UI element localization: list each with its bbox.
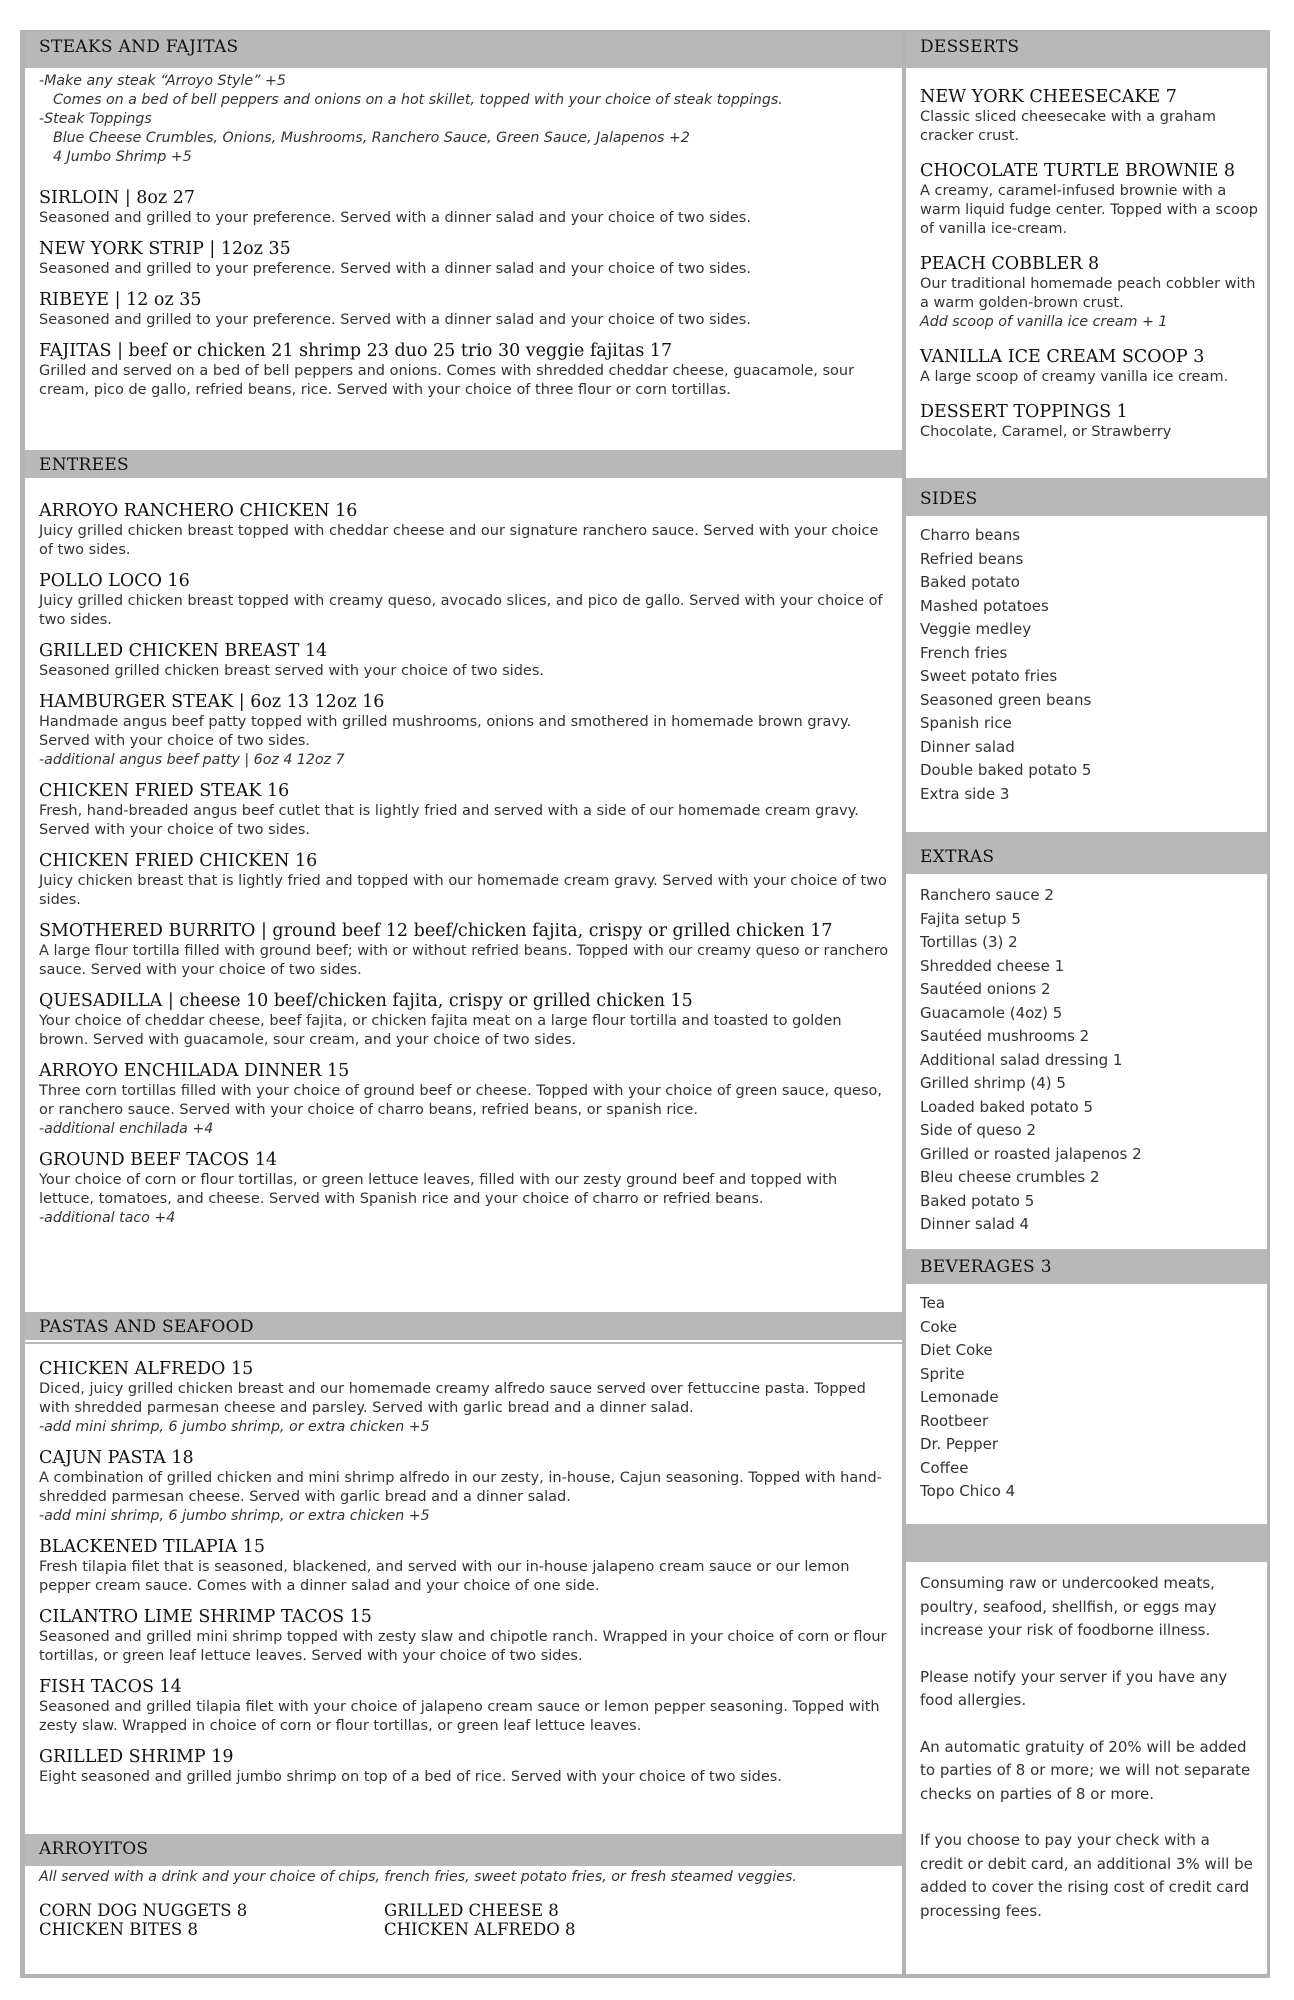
side-item: Dinner salad [920,737,1015,756]
item-name: ARROYO ENCHILADA DINNER 15 [39,1061,350,1081]
arroyitos-header: ARROYITOS [25,1834,902,1862]
item-desc: Seasoned and grilled to your preference. Served with a dinner salad and your choice of two sides. [39,261,751,277]
sides-header: SIDES [906,484,1267,512]
item-name: DESSERT TOPPINGS 1 [920,402,1128,422]
extra-item: Baked potato 5 [920,1191,1035,1210]
item-desc: Diced, juicy grilled chicken breast and our homemade creamy alfredo sauce served over fettuccine pasta. Topped with shredded parmesan cheese and parsley. Served with garlic bread and a dinner salad. [39,1381,866,1416]
item-desc: Seasoned and grilled mini shrimp topped with zesty slaw and chipotle ranch. Wrapped in your choice of corn or flour tortillas, or green leaf lettuce leaves. Served with your choice of two sides. [39,1629,887,1664]
menu-item [39,1536,892,1596]
menu-item [39,691,892,770]
extra-item: Ranchero sauce 2 [920,886,1054,904]
extra-item: Grilled or roasted jalapenos 2 [920,1144,1142,1163]
item-name: GRILLED CHICKEN BREAST 14 [39,641,328,661]
item-note: -additional angus beef patty | 6oz 4 12oz 7 [39,752,345,768]
item-note: Add scoop of vanilla ice cream + 1 [920,314,1168,330]
notice-allergies: Please notify your server if you have any food allergies. [920,1667,1228,1709]
menu-item [920,346,1261,387]
item-desc: Juicy grilled chicken breast topped with creamy queso, avocado slices, and pico de gallo. Served with your choice of two sides. [39,593,883,628]
menu-item [39,920,892,980]
left-column [25,32,902,1974]
item-desc: Fresh tilapia filet that is seasoned, blackened, and served with our in-house jalapeno cream sauce or our lemon pepper cream sauce. Comes with a dinner salad and your choice of one side. [39,1559,850,1594]
menu-item [39,340,892,400]
item-desc: Seasoned and grilled to your preference. Served with a dinner salad and your choice of two sides. [39,210,751,226]
pastas-header: PASTAS AND SEAFOOD [25,1312,902,1340]
item-name: FAJITAS | beef or chicken 21 shrimp 23 duo 25 trio 30 veggie fajitas 17 [39,341,673,361]
menu-item [39,640,892,681]
entrees-header: ENTREES [25,450,902,478]
beverage-item: Sprite [920,1364,965,1383]
item-name: FISH TACOS 14 [39,1677,182,1697]
item-name: NEW YORK CHEESECAKE 7 [920,87,1177,107]
side-item: Refried beans [920,549,1024,568]
item-desc: Juicy chicken breast that is lightly fried and topped with our homemade cream gravy. Served with your choice of two sides. [39,873,887,908]
beverage-item: Coffee [920,1458,969,1477]
item-desc: Fresh, hand-breaded angus beef cutlet that is lightly fried and served with a side of our homemade cream gravy. Served with your choice of two sides. [39,803,859,838]
item-note: -additional taco +4 [39,1210,176,1226]
item-desc: Seasoned grilled chicken breast served with your choice of two sides. [39,663,544,679]
beverage-item: Tea [920,1294,946,1312]
item-name: HAMBURGER STEAK | 6oz 13 12oz 16 [39,692,385,712]
right-column [906,32,1267,1974]
side-item: French fries [920,643,1008,662]
item-name: VANILLA ICE CREAM SCOOP 3 [920,347,1205,367]
item-desc: Classic sliced cheesecake with a graham cracker crust. [920,109,1216,144]
extra-item: Additional salad dressing 1 [920,1050,1123,1069]
item-desc: Handmade angus beef patty topped with grilled mushrooms, onions and smothered in homemade brown gravy. Served with your choice of two sides. [39,714,852,749]
steak-note: 4 Jumbo Shrimp +5 [53,149,192,165]
item-name: GROUND BEEF TACOS 14 [39,1150,278,1170]
notices-section [906,1562,1267,1974]
menu-item [39,1606,892,1666]
menu-item [39,1676,892,1736]
item-desc: A large flour tortilla filled with ground beef; with or without refried beans. Topped with our creamy queso or ranchero sauce. Served with your choice of two sides. [39,943,889,978]
menu-item [39,570,892,630]
extra-item: Shredded cheese 1 [920,956,1065,975]
item-desc: Eight seasoned and grilled jumbo shrimp on top of a bed of rice. Served with your choice of two sides. [39,1769,782,1785]
notice-gratuity: An automatic gratuity of 20% will be added to parties of 8 or more; we will not separate checks on parties of 8 or more. [920,1737,1251,1803]
item-desc: Chocolate, Caramel, or Strawberry [920,424,1172,440]
notice-raw-food: Consuming raw or undercooked meats, poultry, seafood, shellfish, or eggs may increase your risk of foodborne illness. [920,1574,1217,1639]
item-desc: Seasoned and grilled to your preference. Served with a dinner salad and your choice of two sides. [39,312,751,328]
item-name: CHICKEN ALFREDO 15 [39,1359,254,1379]
pastas-section [25,1344,902,1862]
sides-section [906,516,1267,832]
menu-item [39,289,892,330]
kids-item: CORN DOG NUGGETS 8 [39,1901,248,1920]
item-desc: Grilled and served on a bed of bell peppers and onions. Comes with shredded cheddar cheese, guacamole, sour cream, pico de gallo, refried beans, rice. Served with your choice of three flour or corn tortillas. [39,363,855,398]
menu-item [39,1358,892,1437]
menu-item [39,850,892,910]
beverage-item: Lemonade [920,1388,999,1406]
item-desc: Your choice of corn or flour tortillas, or green lettuce leaves, filled with our zesty ground beef and topped with lettuce, tomatoes, and cheese. Served with Spanish rice and your choice of charro or refried beans. [39,1172,838,1207]
beverage-item: Diet Coke [920,1341,993,1359]
kids-item: CHICKEN ALFREDO 8 [384,1920,576,1939]
side-item: Veggie medley [920,620,1032,638]
menu-item [39,1746,892,1787]
item-name: SIRLOIN | 8oz 27 [39,188,196,208]
arroyitos-section [25,1866,902,1974]
entrees-section [25,482,902,1342]
menu-item [920,401,1261,442]
side-item: Baked potato [920,573,1020,591]
steak-note: Comes on a bed of bell peppers and onions on a hot skillet, topped with your choice of steak toppings. [53,92,783,108]
side-item: Seasoned green beans [920,690,1092,709]
extra-item: Tortillas (3) 2 [920,933,1018,951]
item-desc: Juicy grilled chicken breast topped with cheddar cheese and our signature ranchero sauce. Served with your choice of two sides. [39,523,879,558]
beverage-item: Topo Chico 4 [920,1482,1016,1500]
item-note: -add mini shrimp, 6 jumbo shrimp, or extra chicken +5 [39,1508,430,1524]
beverages-header: BEVERAGES 3 [906,1252,1267,1280]
item-name: PEACH COBBLER 8 [920,254,1100,274]
arroyitos-note: All served with a drink and your choice of chips, french fries, sweet potato fries, or fresh steamed veggies. [39,1869,797,1885]
extra-item: Bleu cheese crumbles 2 [920,1168,1100,1186]
item-name: CHICKEN FRIED STEAK 16 [39,781,290,801]
extras-section [906,874,1267,1249]
beverage-item: Dr. Pepper [920,1435,999,1453]
beverage-item: Coke [920,1317,958,1336]
steak-note: -Steak Toppings [39,111,152,127]
item-name: NEW YORK STRIP | 12oz 35 [39,239,291,259]
item-desc: Our traditional homemade peach cobbler with a warm golden-brown crust. [920,276,1256,311]
extra-item: Sautéed onions 2 [920,980,1051,998]
menu-item [39,500,892,560]
extra-item: Grilled shrimp (4) 5 [920,1074,1066,1092]
menu-item [39,780,892,840]
side-item: Mashed potatoes [920,596,1049,615]
side-item: Double baked potato 5 [920,761,1092,779]
menu-item [920,160,1261,239]
menu-item [39,1149,892,1228]
item-name: GRILLED SHRIMP 19 [39,1747,234,1767]
extra-item: Fajita setup 5 [920,909,1021,928]
menu-item [39,990,892,1050]
beverages-section [906,1284,1267,1524]
menu-item [920,253,1261,332]
item-name: CHICKEN FRIED CHICKEN 16 [39,851,318,871]
desserts-header: DESSERTS [906,32,1267,60]
steak-note: Blue Cheese Crumbles, Onions, Mushrooms, Ranchero Sauce, Green Sauce, Jalapenos +2 [53,130,690,146]
steaks-section [25,68,902,482]
item-name: ARROYO RANCHERO CHICKEN 16 [39,501,358,521]
extra-item: Guacamole (4oz) 5 [920,1003,1063,1022]
item-name: RIBEYE | 12 oz 35 [39,290,202,310]
item-desc: Three corn tortillas filled with your choice of ground beef or cheese. Topped with your choice of green sauce, queso, or ranchero sauce. Served with your choice of charro beans, refried beans, or spanish rice. [39,1083,883,1118]
item-name: CILANTRO LIME SHRIMP TACOS 15 [39,1607,372,1627]
side-item: Sweet potato fries [920,667,1058,685]
extra-item: Dinner salad 4 [920,1215,1030,1233]
item-desc: Seasoned and grilled tilapia filet with your choice of jalapeno cream sauce or lemon pepper seasoning. Topped with zesty slaw. Wrapped in choice of corn or flour tortillas, or green leaf lettuce leaves. [39,1699,880,1734]
menu-item [39,1447,892,1526]
side-item: Spanish rice [920,714,1012,732]
steaks-header: STEAKS AND FAJITAS [25,32,902,60]
kids-item: CHICKEN BITES 8 [39,1920,198,1939]
item-name: CHOCOLATE TURTLE BROWNIE 8 [920,161,1236,181]
extra-item: Side of queso 2 [920,1121,1036,1139]
extra-item: Sautéed mushrooms 2 [920,1027,1090,1045]
item-name: CAJUN PASTA 18 [39,1448,194,1468]
item-name: BLACKENED TILAPIA 15 [39,1537,266,1557]
menu-item [39,1060,892,1139]
extra-item: Loaded baked potato 5 [920,1097,1094,1116]
item-name: POLLO LOCO 16 [39,571,190,591]
desserts-section [906,68,1267,478]
extras-header: EXTRAS [906,842,1267,870]
item-name: QUESADILLA | cheese 10 beef/chicken fajita, crispy or grilled chicken 15 [39,991,693,1011]
menu-item [39,187,892,228]
menu-item [39,238,892,279]
item-desc: Your choice of cheddar cheese, beef fajita, or chicken fajita meat on a large flour tortilla and toasted to golden brown. Served with guacamole, sour cream, and your choice of two sides. [39,1013,842,1048]
menu-item [920,86,1261,146]
item-desc: A combination of grilled chicken and mini shrimp alfredo in our zesty, in-house, Cajun seasoning. Topped with hand-shredded parmesan cheese. Served with garlic bread and a dinner salad. [39,1470,882,1505]
item-note: -add mini shrimp, 6 jumbo shrimp, or extra chicken +5 [39,1419,430,1435]
item-note: -additional enchilada +4 [39,1121,214,1137]
item-desc: A large scoop of creamy vanilla ice cream. [920,369,1229,385]
steak-note: -Make any steak “Arroyo Style” +5 [39,73,286,89]
item-name: SMOTHERED BURRITO | ground beef 12 beef/chicken fajita, crispy or grilled chicken 17 [39,921,833,941]
side-item: Extra side 3 [920,784,1010,803]
item-desc: A creamy, caramel-infused brownie with a warm liquid fudge center. Topped with a scoop of vanilla ice-cream. [920,183,1258,237]
beverage-item: Rootbeer [920,1411,989,1430]
side-item: Charro beans [920,526,1021,544]
notice-card-fee: If you choose to pay your check with a credit or debit card, an additional 3% will be added to cover the rising cost of credit card processing fees. [920,1831,1253,1920]
kids-item: GRILLED CHEESE 8 [384,1901,559,1920]
